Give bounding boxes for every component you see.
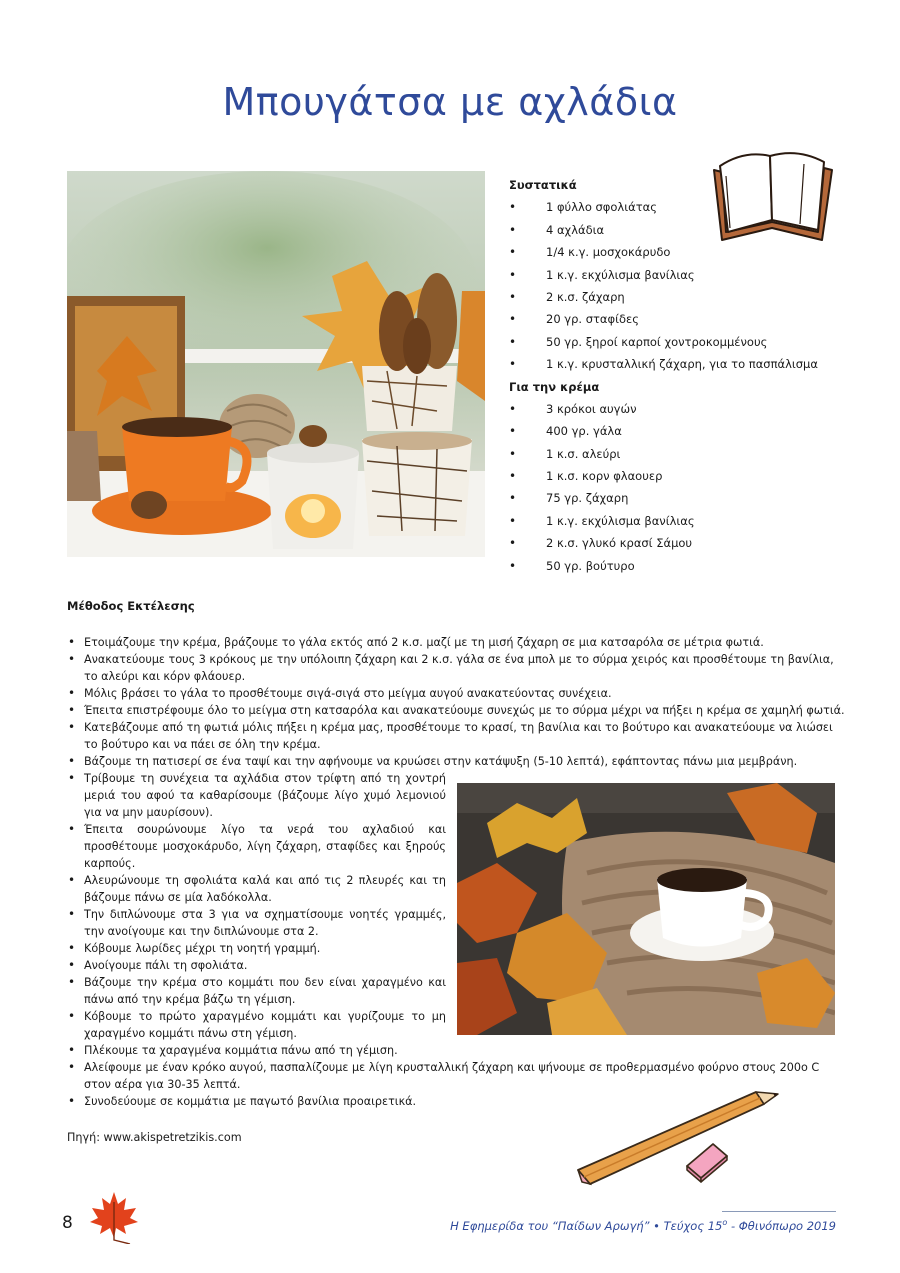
list-item: • 1/4 κ.γ. μοσχοκάρυδο — [509, 241, 839, 263]
list-item: • 20 γρ. σταφίδες — [509, 308, 839, 330]
list-item: • Κόβουμε το πρώτο χαραγμένο κομμάτι και γυρίζουμε το μη χαραγμένο κομμάτι πάνω στη γέμιση. — [67, 1008, 446, 1042]
list-item: • Πλέκουμε τα χαραγμένα κομμάτια πάνω από τη γέμιση. — [67, 1042, 446, 1059]
publication-name: Η Εφημερίδα του “Παίδων Αρωγή” • Τεύχος 15 — [450, 1218, 723, 1233]
list-item: • Βάζουμε τη πατισερί σε ένα ταψί και την αφήνουμε να κρυώσει στην κατάψυξη (5-10 λεπτά), εφάπτοντας πάνω μια μεμβράνη. — [67, 753, 847, 770]
list-item: • 50 γρ. βούτυρο — [509, 555, 839, 577]
autumn-tea-photo — [67, 171, 485, 557]
list-item: • 75 γρ. ζάχαρη — [509, 487, 839, 509]
ingredients-heading: Συστατικά — [509, 178, 577, 192]
cream-heading: Για την κρέμα — [509, 379, 600, 394]
footer-publication — [450, 1218, 836, 1233]
list-item: • 1 κ.γ. εκχύλισμα βανίλιας — [509, 510, 839, 532]
list-item: • Ετοιμάζουμε την κρέμα, βράζουμε το γάλα εκτός από 2 κ.σ. μαζί με τη μισή ζάχαρη σε μια κατσαρόλα σε μέτρια φωτιά. — [67, 634, 847, 651]
pencil-icon — [574, 1090, 784, 1190]
list-item: • Μόλις βράσει το γάλα το προσθέτουμε σιγά-σιγά στο μείγμα αυγού ανακατεύοντας συνέχεια. — [67, 685, 847, 702]
maple-leaf-icon — [86, 1188, 142, 1244]
list-item: • Έπειτα σουρώνουμε λίγο τα νερά του αχλαδιού και προσθέτουμε μοσχοκάρυδο, λίγη ζάχαρη, σταφίδες και ξηρούς καρπούς. — [67, 821, 446, 872]
list-item: • Συνοδεύουμε σε κομμάτια με παγωτό βανίλια προαιρετικά. — [67, 1093, 847, 1110]
list-item: • Κατεβάζουμε από τη φωτιά μόλις πήξει η κρέμα μας, προσθέτουμε το κρασί, τη βανίλια και το βούτυρο και ανακατεύουμε να λιώσει το βούτυρο και να πάει σε όλη την κρέμα. — [67, 719, 847, 753]
list-item: • Ανακατεύουμε τους 3 κρόκους με την υπόλοιπη ζάχαρη και 2 κ.σ. γάλα σε ένα μπολ με το σύρμα χειρός και προσθέτουμε τη βανίλια, το αλεύρι και κόρν φλάουερ. — [67, 651, 847, 685]
list-item: • 4 αχλάδια — [509, 219, 839, 241]
list-item: • Έπειτα επιστρέφουμε όλο το μείγμα στη κατσαρόλα και ανακατεύουμε συνεχώς με το σύρμα μέχρι να πήξει η κρέμα σε χαμηλή φωτιά. — [67, 702, 847, 719]
eraser-icon — [683, 1138, 731, 1184]
list-item: • 400 γρ. γάλα — [509, 420, 839, 442]
list-item: • Ανοίγουμε πάλι τη σφολιάτα. — [67, 957, 446, 974]
season-label: - Φθινόπωρο 2019 — [730, 1218, 836, 1233]
list-item: • 50 γρ. ξηροί καρποί χοντροκομμένους — [509, 331, 839, 353]
list-item: • Αλευρώνουμε τη σφολιάτα καλά και από τις 2 πλευρές και τη βάζουμε πάνω σε μία λαδόκολλα. — [67, 872, 446, 906]
list-item: • 2 κ.σ. ζάχαρη — [509, 286, 839, 308]
list-item: • Αλείφουμε με έναν κρόκο αυγού, πασπαλίζουμε με λίγη κρυσταλλική ζάχαρη και ψήνουμε σε προθερμασμένο φούρνο στους 200ο C στον αέρα για 30-35 λεπτά. — [67, 1059, 847, 1093]
page-number: 8 — [62, 1213, 73, 1233]
page-title: Μπουγάτσα με αχλάδια — [222, 80, 678, 124]
method-heading: Μέθοδος Εκτέλεσης — [67, 599, 195, 613]
list-item: • 1 κ.γ. κρυσταλλική ζάχαρη, για το πασπάλισμα — [509, 353, 839, 375]
list-item: • Βάζουμε την κρέμα στο κομμάτι που δεν είναι χαραγμένο και πάνω από την κρέμα βάζω τη γέμιση. — [67, 974, 446, 1008]
ingredients-list — [509, 196, 839, 375]
cream-ingredients-list — [509, 398, 839, 577]
issue-superscript: ο — [722, 1218, 728, 1227]
autumn-coffee-photo — [457, 783, 835, 1035]
list-item: • Την διπλώνουμε στα 3 για να σχηματίσουμε νοητές γραμμές, την ανοίγουμε και την διπλώνουμε στα 2. — [67, 906, 446, 940]
source-credit: Πηγή: www.akispetretzikis.com — [67, 1131, 242, 1144]
list-item: • 1 κ.γ. εκχύλισμα βανίλιας — [509, 264, 839, 286]
list-item: • 1 κ.σ. κορν φλαουερ — [509, 465, 839, 487]
list-item: • Τρίβουμε τη συνέχεια τα αχλάδια στον τρίφτη από τη χοντρή μεριά του αφού τα καθαρίσουμε (βάζουμε λίγο χυμό λεμονιού για να μην μαυρίσουν). — [67, 770, 446, 821]
footer-divider — [722, 1211, 836, 1212]
list-item: • 1 κ.σ. αλεύρι — [509, 443, 839, 465]
list-item: • 3 κρόκοι αυγών — [509, 398, 839, 420]
list-item: • 1 φύλλο σφολιάτας — [509, 196, 839, 218]
list-item: • 2 κ.σ. γλυκό κρασί Σάμου — [509, 532, 839, 554]
ingredients-section — [509, 174, 839, 577]
list-item: • Κόβουμε λωρίδες μέχρι τη νοητή γραμμή. — [67, 940, 446, 957]
